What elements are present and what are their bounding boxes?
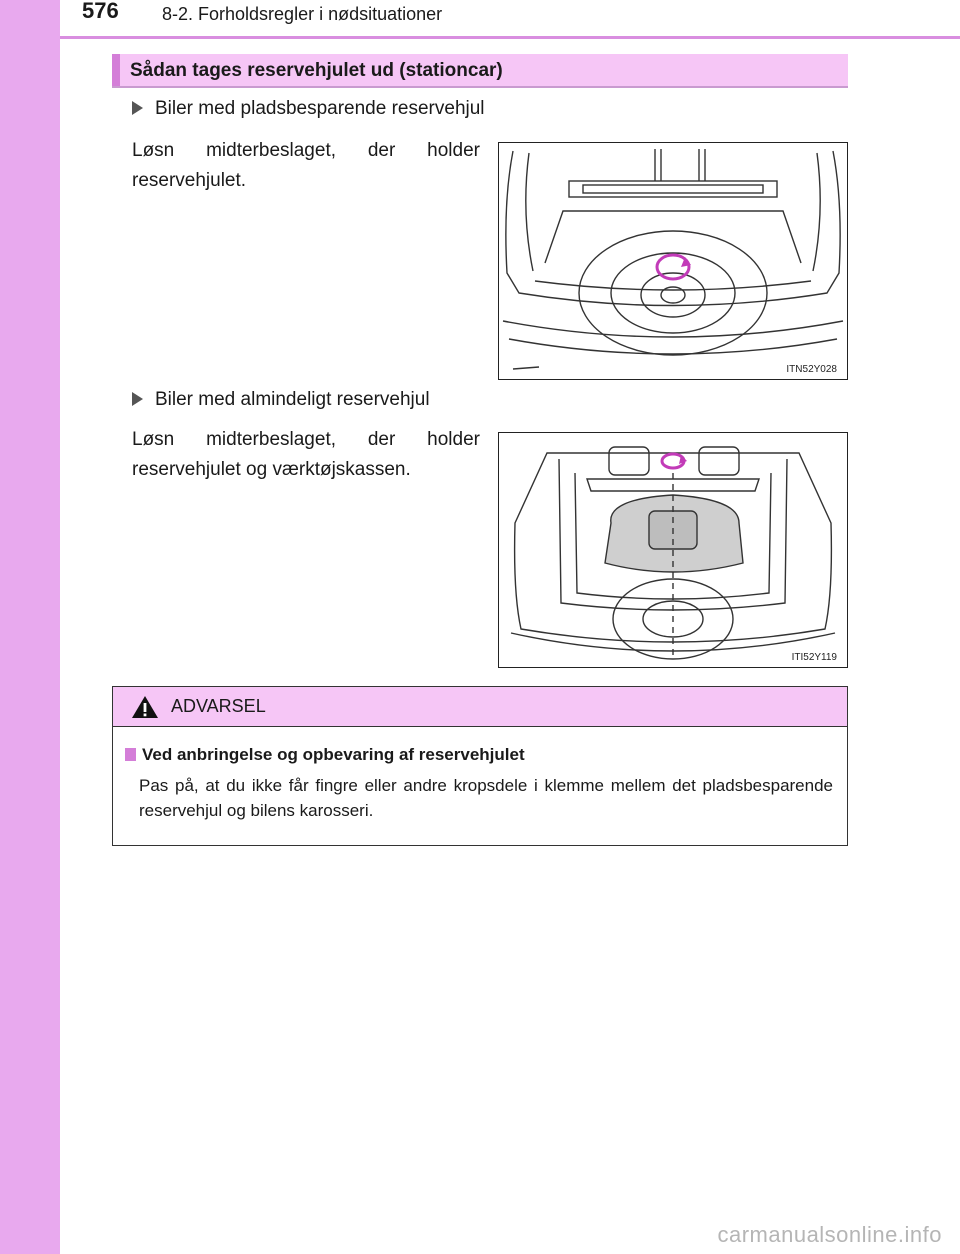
page-number: 576	[82, 0, 119, 23]
header-rule	[60, 36, 960, 39]
section-header-accent	[112, 54, 120, 86]
item-heading-text: Biler med almindeligt reservehjul	[155, 389, 430, 410]
section-header	[112, 54, 848, 88]
figure-regular-spare	[498, 432, 848, 668]
triangle-bullet-icon	[132, 392, 143, 406]
item-heading-text: Biler med pladsbesparende reservehjul	[155, 98, 485, 119]
chapter-title: 8-2. Forholdsregler i nødsituationer	[162, 4, 443, 24]
trunk-space-saver-illustration	[499, 143, 847, 379]
warning-triangle-icon	[131, 695, 159, 719]
item-body-text: Løsn midterbeslaget, der holder reservehjulet og værktøjskassen.	[132, 429, 480, 480]
figure-code: ITI52Y119	[791, 652, 837, 663]
figure-code: ITN52Y028	[786, 364, 837, 375]
item-heading	[132, 98, 485, 120]
warning-label: ADVARSEL	[171, 696, 266, 716]
rotate-arrow-icon	[662, 454, 687, 468]
left-margin-band	[0, 0, 60, 1254]
warning-box	[112, 686, 848, 846]
triangle-bullet-icon	[132, 101, 143, 115]
figure-space-saver-spare	[498, 142, 848, 380]
warning-subheading	[125, 745, 525, 765]
warning-subheading-text: Ved anbringelse og opbevaring af reservehjulet	[142, 745, 525, 764]
item-heading	[132, 389, 430, 411]
rotate-arrow-icon	[657, 255, 691, 279]
warning-text: Pas på, at du ikke får fingre eller andre kropsdele i klemme mellem det pladsbesparende reservehjul og bilens karosseri.	[139, 776, 833, 820]
square-bullet-icon	[125, 748, 136, 761]
warning-header	[113, 687, 847, 727]
watermark: carmanualsonline.info	[717, 1222, 942, 1247]
section-title: Sådan tages reservehjulet ud (stationcar)	[130, 60, 503, 81]
trunk-regular-spare-illustration	[499, 433, 847, 667]
item-body-text: Løsn midterbeslaget, der holder reservehjulet.	[132, 140, 480, 191]
